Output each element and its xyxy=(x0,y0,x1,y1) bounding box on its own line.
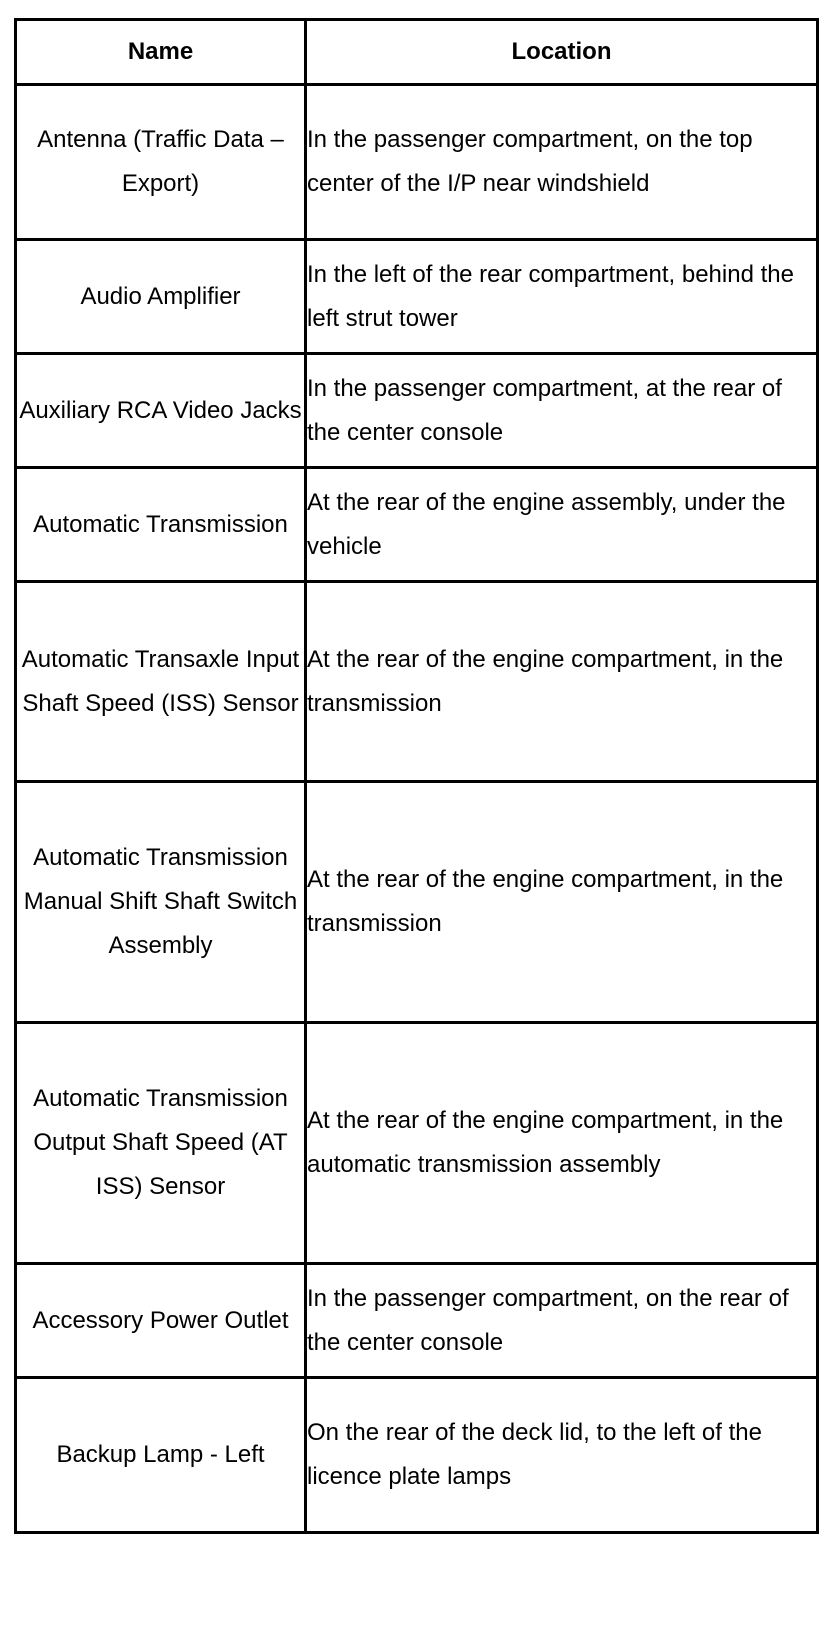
table-row xyxy=(16,468,818,582)
component-location: At the rear of the engine compartment, in the transmission xyxy=(306,582,818,782)
table-row xyxy=(16,1378,818,1533)
component-location-table xyxy=(14,18,819,1534)
table-row xyxy=(16,85,818,240)
location-column-header: Location xyxy=(306,20,818,85)
table-header-row xyxy=(16,20,818,85)
table-row xyxy=(16,782,818,1023)
component-name: Accessory Power Outlet xyxy=(16,1264,306,1378)
component-location: In the left of the rear compartment, behind the left strut tower xyxy=(306,240,818,354)
table-row xyxy=(16,1264,818,1378)
component-name: Automatic Transmission Output Shaft Speed (AT ISS) Sensor xyxy=(16,1023,306,1264)
component-name: Automatic Transmission Manual Shift Shaft Switch Assembly xyxy=(16,782,306,1023)
component-location: At the rear of the engine compartment, in the transmission xyxy=(306,782,818,1023)
component-name: Backup Lamp - Left xyxy=(16,1378,306,1533)
name-column-header: Name xyxy=(16,20,306,85)
component-location: In the passenger compartment, at the rear of the center console xyxy=(306,354,818,468)
component-location: In the passenger compartment, on the top center of the I/P near windshield xyxy=(306,85,818,240)
component-name: Automatic Transaxle Input Shaft Speed (ISS) Sensor xyxy=(16,582,306,782)
component-name: Automatic Transmission xyxy=(16,468,306,582)
component-name: Auxiliary RCA Video Jacks xyxy=(16,354,306,468)
component-location: In the passenger compartment, on the rear of the center console xyxy=(306,1264,818,1378)
component-location: At the rear of the engine compartment, in the automatic transmission assembly xyxy=(306,1023,818,1264)
component-location: On the rear of the deck lid, to the left of the licence plate lamps xyxy=(306,1378,818,1533)
table-row xyxy=(16,240,818,354)
component-name: Antenna (Traffic Data – Export) xyxy=(16,85,306,240)
table-row xyxy=(16,582,818,782)
table-row xyxy=(16,1023,818,1264)
table-row xyxy=(16,354,818,468)
component-name: Audio Amplifier xyxy=(16,240,306,354)
component-location: At the rear of the engine assembly, under the vehicle xyxy=(306,468,818,582)
